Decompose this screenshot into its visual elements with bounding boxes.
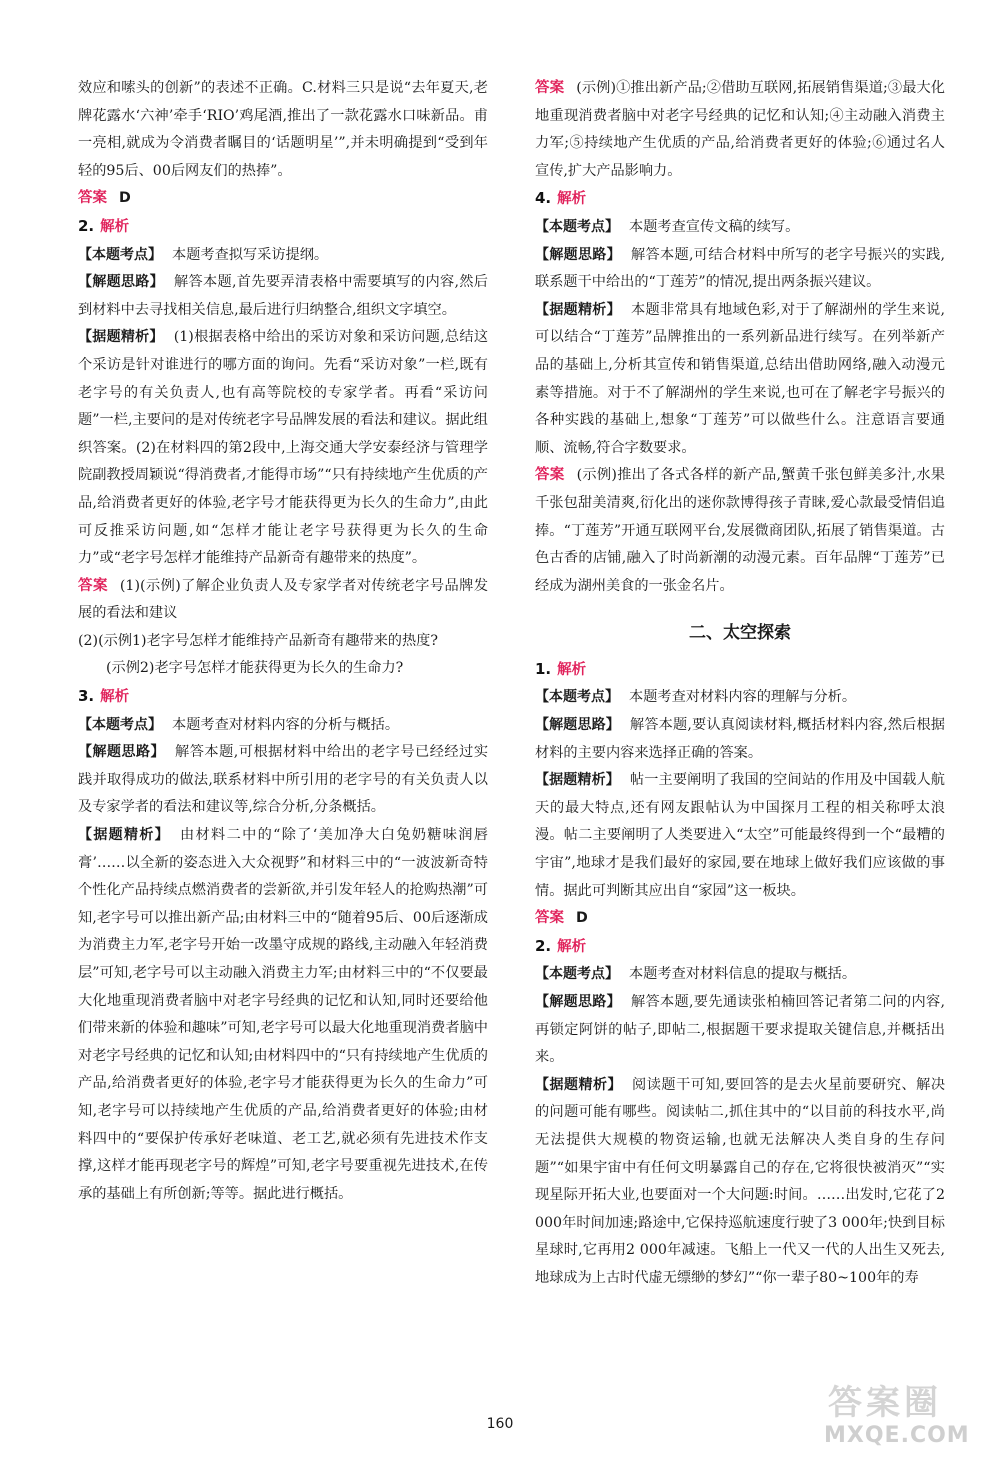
answer-line [535, 75, 945, 185]
answer-line [535, 905, 945, 933]
paragraph: 效应和嗦头的创新”的表述不正确。C.材料三只是说“去年夏天,老牌花露水‘六神’牵手‘RIO’鸡尾酒,推出了一款花露水口味新品。甫一亮相,就成为令消费者瞩目的‘话题明星’”,并未明确提到“受到年轻的95后、00后网友们的热捧”。 [78, 80, 488, 179]
question-header [535, 656, 945, 685]
question-number: 2. [78, 216, 95, 235]
tag-label: 【解题思路】 [535, 246, 621, 263]
question-number: 4. [535, 189, 552, 208]
answer-line [78, 185, 488, 213]
paragraph [535, 1072, 945, 1293]
paragraph-text: 本题非常具有地域色彩,对于了解湖州的学生来说,可以结合“丁莲芳”品牌推出的一系列新品进行续写。在列举新产品的基础上,分析其宣传和销售渠道,总结出借助网络,融入动漫元素等措施。对于不了解湖州的学生来说,也可在了解老字号振兴的各种实践的基础上,想象“丁莲芳”可以做些什么。注意语言要通顺、流畅,符合字数要求。 [535, 301, 945, 456]
paragraph-text: 本题考查拟写采访提纲。 [172, 246, 329, 263]
answer-label: 答案 [535, 910, 564, 927]
paragraph [535, 242, 945, 297]
paragraph-text: 本题考查对材料信息的提取与概括。 [629, 966, 857, 983]
section-title: 二、太空探索 [689, 623, 791, 644]
paragraph-text: 本题考查对材料内容的理解与分析。 [629, 689, 857, 706]
page-number: 160 [486, 1416, 514, 1432]
paragraph [78, 242, 488, 270]
paragraph [535, 684, 945, 712]
question-header [78, 683, 488, 712]
paragraph [535, 712, 945, 767]
paragraph [535, 961, 945, 989]
paragraph [535, 989, 945, 1072]
tag-label: 【据题精析】 [535, 772, 620, 789]
left-column [78, 75, 488, 1208]
tag-label: 【本题考点】 [78, 246, 162, 263]
answer-text: (示例2)老字号怎样才能获得更为长久的生命力? [106, 660, 404, 677]
answer-text: (2)(示例1)老字号怎样才能维持产品新奇有趣带来的热度? [78, 632, 438, 649]
paragraph-text: 本题考查对材料内容的分析与概括。 [172, 716, 400, 733]
paragraph [535, 767, 945, 905]
analysis-label: 解析 [557, 191, 587, 208]
answer-label: 答案 [78, 577, 108, 594]
tag-label: 【解题思路】 [78, 274, 164, 291]
paragraph-text: (1)根据表格中给出的采访对象和采访问题,总结这个采访是针对谁进行的哪方面的询问。先看“采访对象”一栏,既有老字号的有关负责人,也有高等院校的专家学者。再看“采访问题”一栏,主要问的是对传统老字号品牌发展的看法和建议。据此组织答案。(2)在材料四的第2段中,上海交通大学安泰经济与管理学院副教授周颖说“得消费者,才能得市场”“只有持续地产生优质的产品,给消费者更好的体验,老字号才能获得更为长久的生命力”,由此可反推采访问题,如“怎样才能让老字号获得更为长久的生命力”或“老字号怎样才能维持产品新奇有趣带来的热度”。 [78, 329, 489, 567]
tag-label: 【解题思路】 [535, 717, 620, 734]
paragraph [78, 712, 488, 740]
paragraph [535, 297, 945, 463]
watermark-logo [820, 1375, 990, 1455]
paragraph [78, 269, 488, 324]
analysis-label: 解析 [100, 218, 130, 235]
answer-value: D [119, 190, 131, 207]
answer-label: 答案 [535, 467, 565, 484]
question-header [535, 185, 945, 214]
analysis-label: 解析 [557, 938, 587, 955]
paragraph-text: 解答本题,可结合材料中所写的老字号振兴的实践,联系题干中给出的“丁莲芳”的情况,提出两条振兴建议。 [535, 246, 945, 291]
answer-line [78, 573, 488, 628]
answer-label: 答案 [535, 80, 565, 96]
watermark-url: MXQE.COM [824, 1423, 970, 1448]
tag-label: 【本题考点】 [535, 689, 619, 706]
paragraph-text: 由材料二中的“除了‘美加净大白兔奶糖味润唇膏’……以全新的姿态进入大众视野”和材料三中的“一波波新奇特个性化产品持续点燃消费者的尝新欲,并引发年轻人的抢购热潮”可知,老字号可以推出新产品;由材料三中的“随着95后、00后逐渐成为消费主力军,老字号开始一改墨守成规的路线,主动融入年轻消费层”可知,老字号可以主动融入消费主力军;由材料三中的“不仅要最大化地重现消费者脑中对老字号经典的记忆和认知,同时还要给他们带来新的体验和趣味”可知,老字号可以最大化地重现消费者脑中对老字号经典的记忆和认知;由材料四中的“只有持续地产生优质的产品,给消费者更好的体验,老字号才能获得更为长久的生命力”可知,老字号可以持续地产生优质的产品,给消费者更好的体验;由材料四中的“要保护传承好老味道、老工艺,就必须有先进技术作支撑,这样才能再现老字号的辉煌”可知,老字号要重视先进技术,在传承的基础上有所创新;等等。据此进行概括。 [78, 827, 489, 1202]
answer-line [535, 462, 945, 600]
paragraph-text: 阅读题干可知,要回答的是去火星前要研究、解决的问题可能有哪些。阅读帖二,抓住其中的“以目前的科技水平,尚无法提供大规模的物资运输,也就无法解决人类自身的生存问题”“如果宇宙中有任何文明暴露自己的存在,它将很快被消灭”“实现星际开拓大业,也要面对一个大问题:时间。……出发时,它花了2 000年时间加速;路途中,它保持巡航速度行驶了3 000年;快到目标星球时,它再用2 000年减速。飞船上一代又一代的人出生又死去,地球成为上古时代虚无缥缈的梦幻”“你一辈子80~100年的寿 [535, 1076, 946, 1286]
paragraph [78, 822, 488, 1208]
tag-label: 【据题精析】 [78, 827, 171, 844]
paragraph-text: 本题考查宣传文稿的续写。 [629, 218, 800, 235]
answer-label: 答案 [78, 190, 107, 207]
paragraph [78, 739, 488, 822]
tag-label: 【据题精析】 [535, 1076, 623, 1093]
paragraph-text: 帖一主要阐明了我国的空间站的作用及中国载人航天的最大特点,还有网友跟帖认为中国探月工程的相关称呼太浪漫。帖二主要阐明了人类要进入“太空”可能最终得到一个“最糟的宇宙”,地球才是我们最好的家园,要在地球上做好我们应该做的事情。据此可判断其应出自“家园”这一板块。 [535, 772, 945, 899]
tag-label: 【本题考点】 [535, 218, 619, 235]
question-header [78, 213, 488, 242]
question-number: 1. [535, 659, 552, 678]
paragraph [78, 324, 488, 572]
paragraph-text: 解答本题,要认真阅读材料,概括材料内容,然后根据材料的主要内容来选择正确的答案。 [535, 717, 945, 761]
paragraph-text: 解答本题,要先通读张柏楠回答记者第二问的内容,再锁定阿饼的帖子,即帖二,根据题干要求提取关键信息,并概括出来。 [535, 994, 945, 1066]
analysis-label: 解析 [100, 689, 130, 706]
answer-value: D [576, 910, 588, 927]
tag-label: 【解题思路】 [535, 994, 621, 1010]
tag-label: 【解题思路】 [78, 744, 166, 761]
watermark-text: 答案圈 [828, 1383, 942, 1423]
right-column [535, 75, 945, 1293]
question-number: 3. [78, 687, 95, 706]
paragraph [535, 214, 945, 242]
answer-text: (示例)①推出新产品;②借助互联网,拓展销售渠道;③最大化地重现消费者脑中对老字号经典的记忆和认知;④主动融入消费主力军;⑤持续地产生优质的产品,给消费者更好的体验;⑥通过名人宣传,扩大产品影响力。 [535, 80, 945, 179]
question-header [535, 933, 945, 962]
answer-text: (示例)推出了各式各样的新产品,蟹黄千张包鲜美多汁,水果千张包甜美清爽,衍化出的迷你款博得孩子青睐,爱心款最受情侣追捧。“丁莲芳”开通互联网平台,发展微商团队,拓展了销售渠道。古色古香的店铺,融入了时尚新潮的动漫元素。百年品牌“丁莲芳”已经成为湖州美食的一张金名片。 [535, 467, 946, 594]
tag-label: 【据题精析】 [78, 329, 164, 346]
tag-label: 【据题精析】 [535, 301, 621, 318]
paragraph-text: 解答本题,可根据材料中给出的老字号已经经过实践并取得成功的做法,联系材料中所引用的老字号的有关负责人以及专家学者的看法和建议等,综合分析,分条概括。 [78, 744, 489, 816]
paragraph-text: 解答本题,首先要弄清表格中需要填写的内容,然后到材料中去寻找相关信息,最后进行归纳整合,组织文字填空。 [78, 274, 488, 318]
question-number: 2. [535, 936, 552, 955]
tag-label: 【本题考点】 [78, 716, 162, 733]
analysis-label: 解析 [557, 661, 587, 678]
tag-label: 【本题考点】 [535, 966, 619, 983]
answer-text: (1)(示例)了解企业负责人及专家学者对传统老字号品牌发展的看法和建议 [78, 577, 489, 622]
